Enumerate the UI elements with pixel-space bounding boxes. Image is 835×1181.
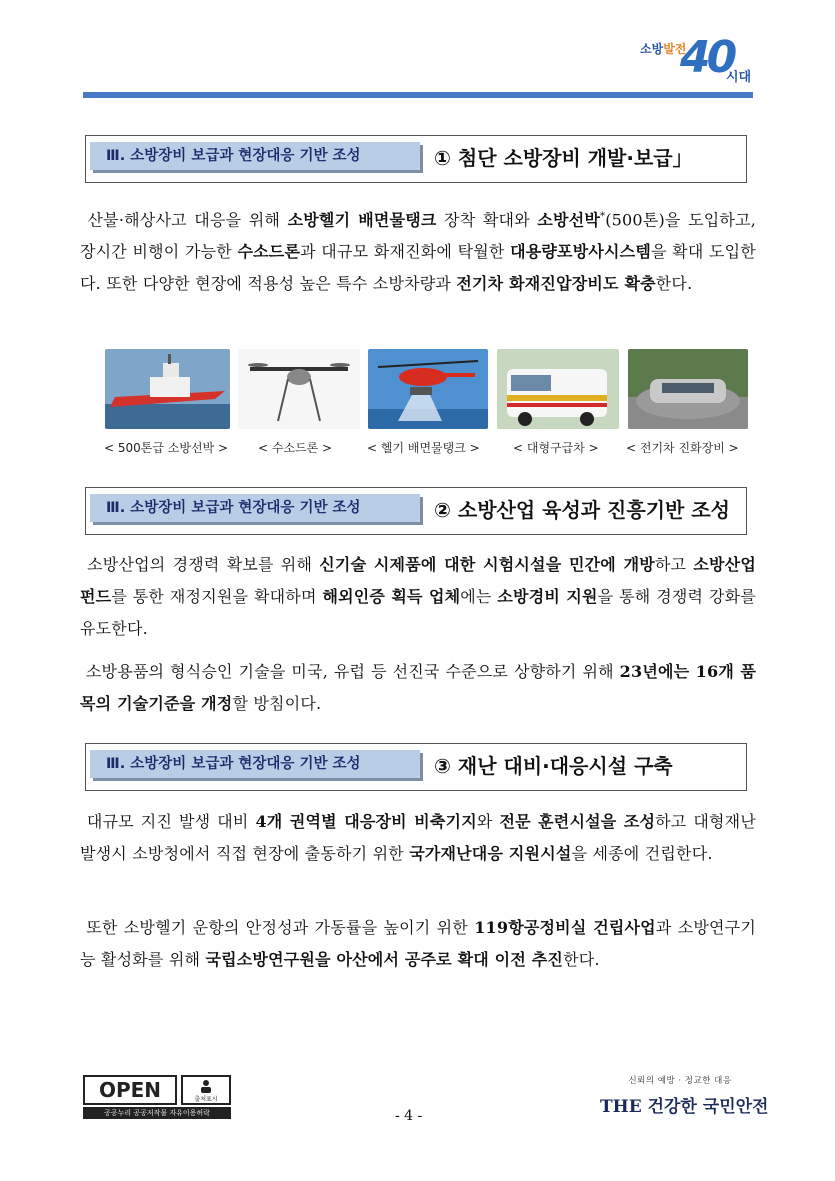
photo-caption-helicopter: < 헬기 배면물탱크 > — [367, 441, 480, 455]
emphasis-text: 소방경비 지원 — [497, 587, 598, 606]
emphasis-text: 수소드론 — [237, 242, 301, 262]
header-rule — [83, 92, 753, 98]
fireboat-photo — [105, 349, 230, 429]
body-text: 한다. — [563, 950, 600, 969]
hydrogen-drone-photo — [238, 349, 360, 429]
body-text: 대규모 지진 발생 대비 — [86, 812, 256, 831]
emphasis-text: 23년에는 16개 품목의 기술기준을 개정 — [80, 662, 756, 713]
photo-caption-ev-equipment: < 전기차 진화장비 > — [626, 441, 739, 455]
brand-main: THE 건강한 국민안전 — [600, 1097, 769, 1117]
footnote-marker: * — [600, 211, 606, 222]
body-text: 또한 소방헬기 운항의 안정성과 가동률을 높이기 위한 — [86, 918, 475, 937]
section-3-paragraph-1 — [80, 806, 756, 870]
kogl-open-license-logo — [83, 1075, 233, 1119]
emphasis-text: 119항공정비실 건립사업 — [474, 918, 656, 937]
body-text: 할 방침이다. — [232, 694, 322, 713]
section-1-paragraph-1 — [80, 201, 756, 300]
emphasis-text: 대용량포방사시스템 — [510, 242, 651, 262]
body-text: 하고 — [654, 555, 694, 574]
section-tag: Ⅲ. 소방장비 보급과 현장대응 기반 조성 — [90, 750, 420, 778]
body-text: 을 세종에 건립한다. — [571, 844, 713, 863]
body-text: 에는 — [460, 587, 498, 606]
emphasis-text: 국립소방연구원을 아산에서 공주로 확대 이전 추진 — [205, 950, 564, 969]
section-header-1 — [85, 135, 747, 183]
emphasis-text: 국가재난대응 지원시설 — [409, 844, 572, 863]
person-icon — [199, 1079, 213, 1093]
emphasis-text: 전기차 화재진압장비도 확충 — [456, 274, 656, 294]
body-text: 을 확대 도입한다. 또한 다양한 현장에 적용성 높은 특수 소방차량과 — [80, 242, 756, 294]
section-2-paragraph-2 — [80, 656, 756, 720]
emphasis-text: 소방헬기 배면물탱크 — [287, 210, 437, 230]
body-text: 과 소방연구기능 활성화를 위해 — [80, 918, 756, 969]
section-title: ① 첨단 소방장비 개발·보급」 — [434, 146, 693, 170]
logo-text-development: 발전 — [663, 42, 687, 56]
ev-fire-equipment-photo — [628, 349, 748, 429]
photo-caption-drone: < 수소드론 > — [258, 441, 333, 455]
section-title: ③ 재난 대비·대응시설 구축 — [434, 754, 673, 778]
body-text: 소방산업의 경쟁력 확보를 위해 — [87, 555, 320, 574]
emphasis-text: 소방산업 펀드 — [80, 555, 756, 606]
logo-text-fire: 소방 — [640, 42, 664, 56]
emphasis-text: 신기술 시제품에 대한 시험시설을 민간에 개방 — [319, 555, 655, 574]
attribution-label: 출처표시 — [194, 1096, 218, 1103]
body-text: 를 통한 재정지원을 확대하며 — [111, 587, 323, 606]
body-text: 한다. — [655, 274, 693, 294]
fire-40-years-logo — [640, 28, 760, 90]
section-3-paragraph-2 — [80, 912, 756, 976]
section-2-paragraph-1 — [80, 549, 756, 645]
emphasis-text: 해외인증 획득 업체 — [322, 587, 461, 606]
section-title: ② 소방산업 육성과 진흥기반 조성 — [434, 498, 730, 522]
kogl-subtitle: 공공누리 공공저작물 자유이용허락 — [83, 1107, 231, 1119]
logo-number: 40 — [680, 32, 734, 83]
photo-caption-fireboat: < 500톤급 소방선박 > — [104, 441, 229, 455]
body-text: 장착 확대와 — [436, 210, 538, 230]
section-tag: Ⅲ. 소방장비 보급과 현장대응 기반 조성 — [90, 142, 420, 170]
logo-text-era: 시대 — [726, 70, 752, 85]
ambulance-photo — [497, 349, 619, 429]
section-header-3 — [85, 743, 747, 791]
body-text: 하고 대형재난 발생시 소방청에서 직접 현장에 출동하기 위한 — [80, 812, 756, 863]
body-text: 을 통해 경쟁력 강화를 유도한다. — [80, 587, 756, 638]
body-text: 과 대규모 화재진화에 탁월한 — [300, 242, 511, 262]
emphasis-text: 전문 훈련시설을 조성 — [499, 812, 656, 831]
attribution-badge — [181, 1075, 231, 1105]
section-tag: Ⅲ. 소방장비 보급과 현장대응 기반 조성 — [90, 494, 420, 522]
body-text: 산불·해상사고 대응을 위해 — [87, 210, 288, 230]
helicopter-photo — [368, 349, 488, 429]
photo-caption-ambulance: < 대형구급차 > — [513, 441, 599, 455]
safety-brand-logo — [600, 1074, 769, 1122]
body-text: 와 — [476, 812, 500, 831]
body-text: (500톤)을 도입하고, 장시간 비행이 가능한 — [80, 210, 756, 262]
emphasis-text: 소방선박 — [537, 210, 601, 230]
brand-slogan: 신뢰의 예방 · 정교한 대응 — [628, 1076, 732, 1086]
emphasis-text: 4개 권역별 대응장비 비축기지 — [255, 812, 477, 831]
open-text: OPEN — [83, 1075, 177, 1105]
body-text: 소방용품의 형식승인 기술을 미국, 유럽 등 선진국 수준으로 상향하기 위해 — [85, 662, 620, 681]
page-number: - 4 - — [395, 1108, 423, 1124]
section-header-2 — [85, 487, 747, 535]
